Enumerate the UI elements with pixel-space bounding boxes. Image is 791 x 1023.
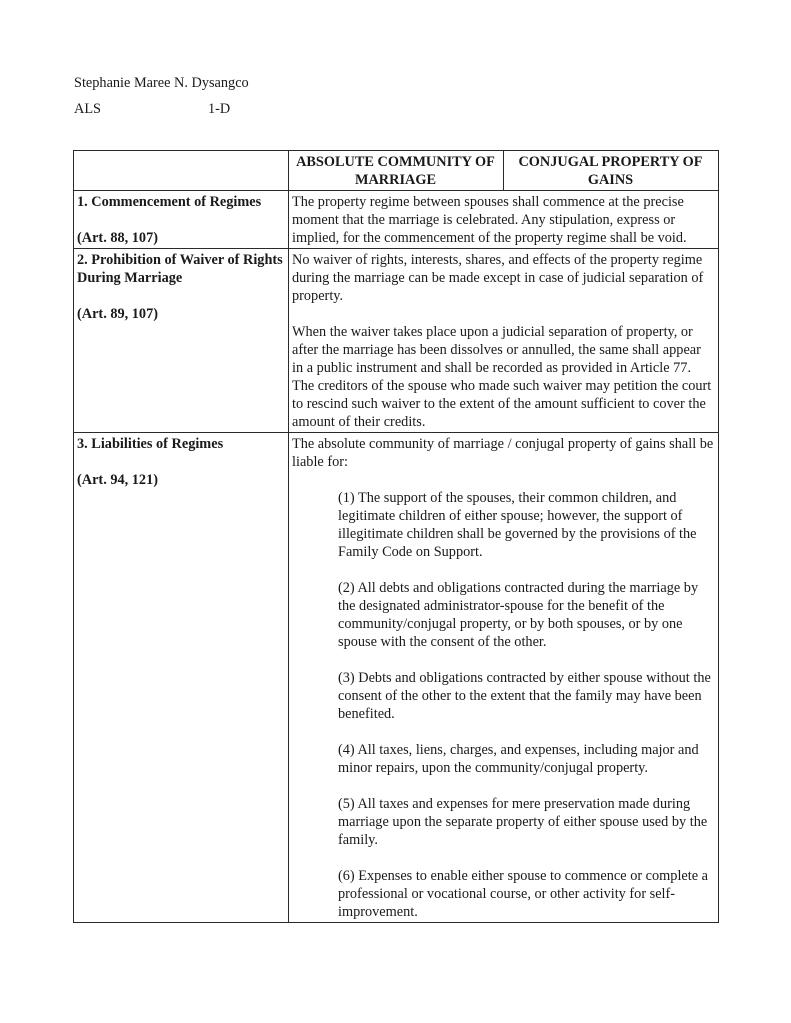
row-title: 3. Liabilities of Regimes [77, 436, 224, 452]
column-header-acm: ABSOLUTE COMMUNITY OF MARRIAGE [289, 151, 504, 191]
program-section-line [74, 98, 714, 124]
student-name: Stephanie Maree N. Dysangco [74, 75, 249, 91]
row-articles: (Art. 94, 121) [77, 472, 158, 488]
row-content-waiver [289, 249, 719, 433]
row-title: 2. Prohibition of Waiver of Rights During Marriage [77, 252, 283, 286]
table-row [74, 249, 719, 433]
row-label-waiver [74, 249, 289, 433]
content-intro: The absolute community of marriage / conjugal property of gains shall be liable for: [292, 436, 714, 470]
program-label: ALS [74, 101, 102, 117]
liability-list [338, 489, 714, 921]
content-paragraph: When the waiver takes place upon a judicial separation of property, or after the marriage has been dissolves or annulled, the same shall appear in a public instrument and shall be recorded as provided in Article 77. The creditors of the spouse who made such waiver may petition the court to rescind such waiver to the extent of the amount sufficient to cover the amount of their credits. [292, 324, 712, 430]
list-item: (3) Debts and obligations contracted by either spouse without the consent of the other to the extent that the family may have been benefited. [338, 670, 711, 722]
content-paragraph: The property regime between spouses shall commence at the precise moment that the marriage is celebrated. Any stipulation, express or implied, for the commencement of the property regime shall be void. [292, 194, 687, 246]
row-content-liabilities [289, 433, 719, 923]
list-item: (4) All taxes, liens, charges, and expenses, including major and minor repairs, upon the community/conjugal property. [338, 742, 699, 776]
row-articles: (Art. 88, 107) [77, 230, 158, 246]
table-row [74, 433, 719, 923]
row-label-commencement [74, 191, 289, 249]
list-item: (6) Expenses to enable either spouse to commence or complete a professional or vocational course, or other activity for self-improvement. [338, 868, 708, 920]
content-paragraph: No waiver of rights, interests, shares, and effects of the property regime during the marriage can be made except in case of judicial separation of property. [292, 252, 704, 304]
table-row [74, 191, 719, 249]
comparison-table [73, 150, 719, 923]
table-header-row [74, 151, 719, 191]
row-articles: (Art. 89, 107) [77, 306, 158, 322]
list-item: (2) All debts and obligations contracted during the marriage by the designated administrator-spouse for the benefit of the community/conjugal property, or by both spouses, or by one spouse with the consent of the other. [338, 580, 699, 650]
empty-corner-cell [74, 151, 289, 191]
column-header-cpg: CONJUGAL PROPERTY OF GAINS [504, 151, 719, 191]
row-title: 1. Commencement of Regimes [77, 194, 262, 210]
row-label-liabilities [74, 433, 289, 923]
section-code: 1-D [208, 101, 231, 117]
document-header [74, 72, 714, 124]
list-item: (5) All taxes and expenses for mere preservation made during marriage upon the separate property of either spouse used by the family. [338, 796, 708, 848]
row-content-commencement [289, 191, 719, 249]
list-item: (1) The support of the spouses, their common children, and legitimate children of either spouse; however, the support of illegitimate children shall be governed by the provisions of the Family Code on Support. [338, 490, 697, 560]
